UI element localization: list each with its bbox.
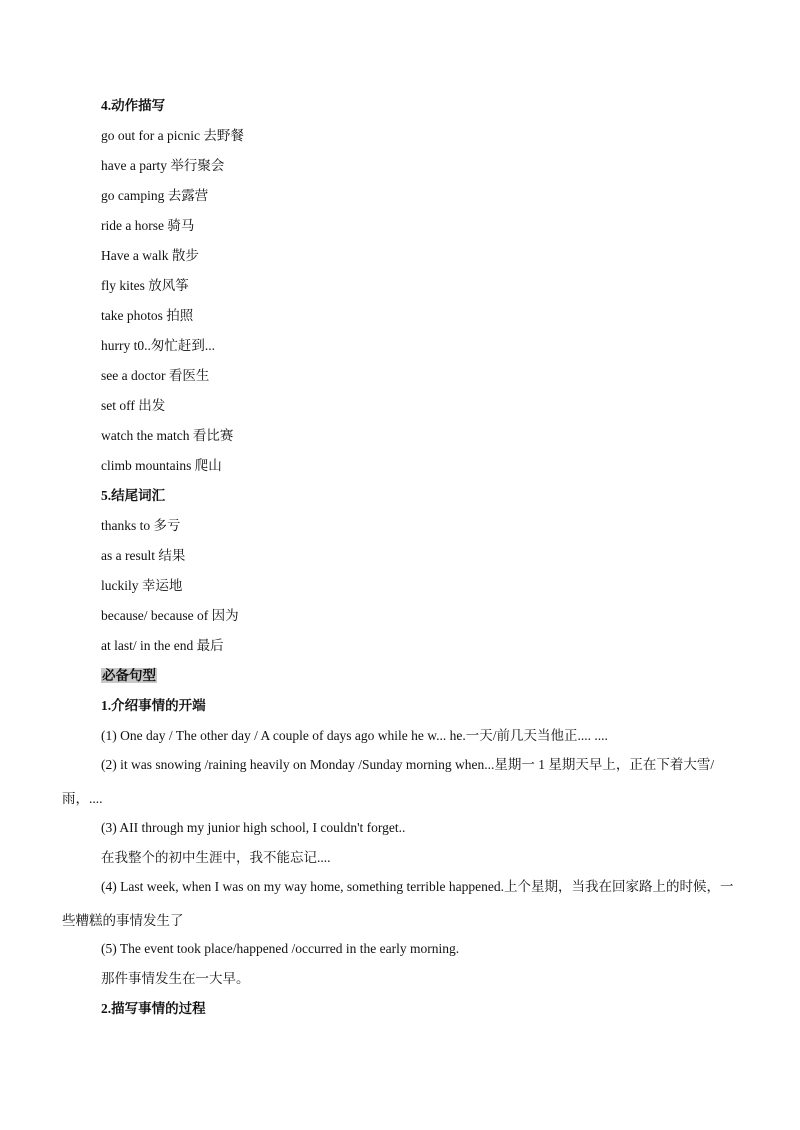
list-item: set off 出发: [101, 398, 166, 413]
subheading-process: 2.描写事情的过程: [101, 1001, 206, 1016]
list-item: see a doctor 看医生: [101, 368, 210, 383]
sentence-translation: 在我整个的初中生涯中，我不能忘记....: [101, 850, 331, 865]
subheading-opening: 1.介绍事情的开端: [101, 698, 206, 713]
section-heading-actions: 4.动作描写: [101, 98, 166, 113]
list-item: as a result 结果: [101, 548, 186, 563]
list-item: luckily 幸运地: [101, 578, 183, 593]
list-item: hurry t0..匆忙赶到...: [101, 338, 215, 353]
list-item: take photos 拍照: [101, 308, 194, 323]
list-item: go out for a picnic 去野餐: [101, 128, 244, 143]
list-item: thanks to 多亏: [101, 518, 181, 533]
list-item: watch the match 看比赛: [101, 428, 234, 443]
sentence-pattern: (2) it was snowing /raining heavily on Monday /Sunday morning when...星期一 1 星期天早上，正在下着大雪/雨，....: [62, 757, 715, 806]
list-item: ride a horse 骑马: [101, 218, 195, 233]
section-heading-ending: 5.结尾词汇: [101, 488, 166, 503]
list-item: go camping 去露营: [101, 188, 209, 203]
sentence-pattern: (4) Last week, when I was on my way home, something terrible happened.上个星期，当我在回家路上的时候，一些糟糕的事情发生了: [62, 879, 734, 928]
list-item: because/ because of 因为: [101, 608, 239, 623]
list-item: fly kites 放风筝: [101, 278, 189, 293]
list-item: climb mountains 爬山: [101, 458, 222, 473]
sentence-pattern: (3) AII through my junior high school, I couldn't forget..: [101, 820, 406, 835]
sentence-translation: 那件事情发生在一大早。: [101, 971, 250, 986]
sentence-pattern: (1) One day / The other day / A couple of days ago while he w... he.一天/前几天当他正.... ....: [101, 728, 608, 743]
highlighted-heading: 必备句型: [102, 668, 156, 683]
list-item: Have a walk 散步: [101, 248, 199, 263]
section-heading-patterns: [101, 666, 738, 686]
list-item: have a party 举行聚会: [101, 158, 225, 173]
list-item: at last/ in the end 最后: [101, 638, 224, 653]
sentence-pattern: (5) The event took place/happened /occurred in the early morning.: [101, 941, 460, 956]
